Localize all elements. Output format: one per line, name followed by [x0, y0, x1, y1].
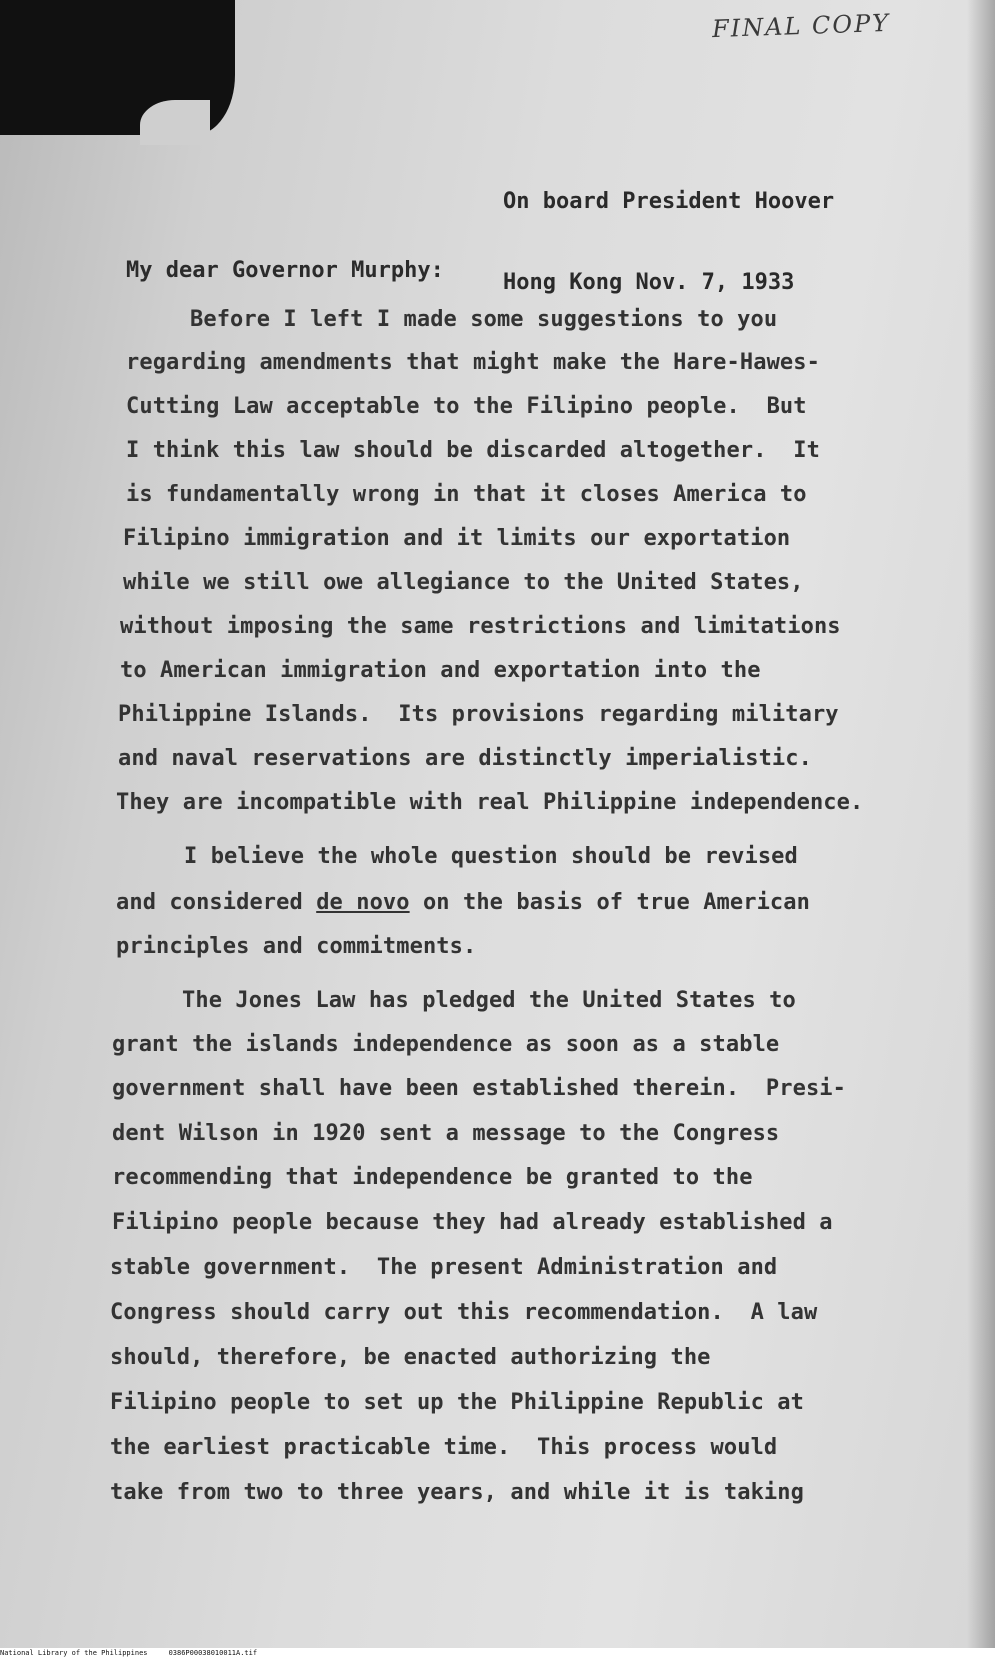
body-line-7: while we still owe allegiance to the United States,	[123, 570, 804, 595]
de-novo-underlined: de novo	[316, 890, 410, 915]
body-line-27: take from two to three years, and while it is taking	[110, 1480, 804, 1505]
body-line-1: Before I left I made some suggestions to you	[190, 307, 778, 332]
body-line-4: I think this law should be discarded altogether. It	[126, 438, 820, 463]
body-line-18: government shall have been established therein. Presi-	[112, 1076, 846, 1101]
line-14-part-3: on the basis of true American	[409, 890, 810, 915]
final-copy-annotation: FINAL COPY	[711, 8, 891, 44]
letter-salutation: My dear Governor Murphy:	[126, 258, 444, 283]
page-edge-shadow	[967, 0, 995, 1648]
body-line-2: regarding amendments that might make the Hare-Hawes-	[126, 350, 820, 375]
body-line-8: without imposing the same restrictions and limitations	[120, 614, 841, 639]
dateline-line-2: Hong Kong Nov. 7, 1933	[503, 270, 795, 295]
dateline-line-1: On board President Hoover	[503, 189, 835, 214]
body-line-25: Filipino people to set up the Philippine Republic at	[110, 1390, 804, 1415]
body-line-23: Congress should carry out this recommendation. A law	[110, 1300, 818, 1325]
paper-fold-notch	[140, 100, 210, 145]
body-line-3: Cutting Law acceptable to the Filipino people. But	[126, 394, 807, 419]
line-14-part-1: and considered	[116, 890, 317, 915]
body-line-9: to American immigration and exportation into the	[120, 658, 761, 683]
archive-footer: National Library of the Philippines 0386P00038010011A.tif	[0, 1648, 995, 1658]
body-line-5: is fundamentally wrong in that it closes America to	[126, 482, 807, 507]
body-line-21: Filipino people because they had already established a	[112, 1210, 833, 1235]
body-line-19: dent Wilson in 1920 sent a message to the Congress	[112, 1121, 780, 1146]
body-line-14	[116, 890, 810, 915]
body-line-24: should, therefore, be enacted authorizing the	[110, 1345, 711, 1370]
body-line-11: and naval reservations are distinctly imperialistic.	[118, 746, 812, 771]
body-line-15: principles and commitments.	[116, 934, 477, 959]
body-line-26: the earliest practicable time. This process would	[110, 1435, 778, 1460]
body-line-22: stable government. The present Administration and	[110, 1255, 778, 1280]
body-line-20: recommending that independence be granted to the	[112, 1165, 753, 1190]
body-line-16: The Jones Law has pledged the United States to	[182, 988, 796, 1013]
body-line-10: Philippine Islands. Its provisions regarding military	[118, 702, 839, 727]
body-line-17: grant the islands independence as soon as a stable	[112, 1032, 780, 1057]
body-line-13: I believe the whole question should be revised	[184, 844, 798, 869]
body-line-12: They are incompatible with real Philippine independence.	[116, 790, 864, 815]
body-line-6: Filipino immigration and it limits our exportation	[123, 526, 791, 551]
